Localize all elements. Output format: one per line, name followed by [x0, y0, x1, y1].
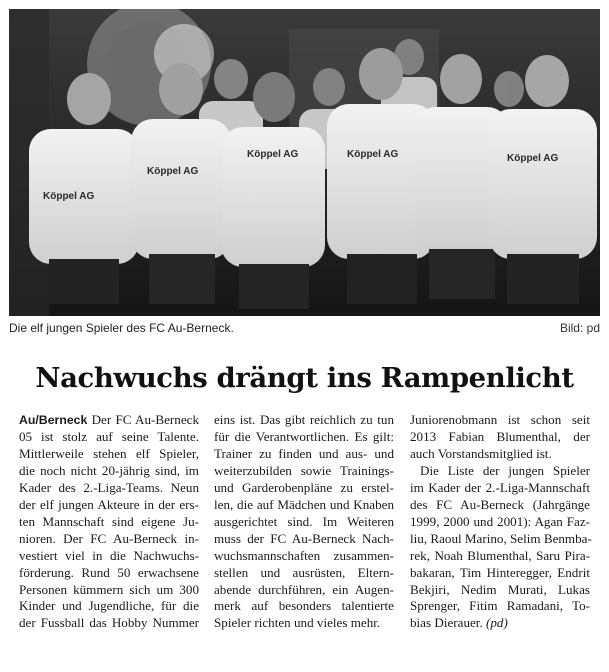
article-column-1: [19, 412, 199, 632]
text-line: bias Dierauer. (pd): [410, 615, 508, 631]
text-line: Kinder und Jugendliche, für die: [19, 598, 199, 614]
text-line: im Kader der 2.-Liga-Mannschaft: [410, 479, 590, 495]
text-line: Sprenger, Fitim Ramadani, To-: [410, 598, 590, 614]
shirt-sponsor-1: Köppel AG: [43, 191, 95, 202]
text-line: abende durchführen, ein Augen-: [214, 581, 394, 597]
text-line: ausgerichtet sind. Im Weiteren: [214, 513, 394, 529]
team-photo-graphic: [9, 9, 600, 316]
photo-caption: Die elf jungen Spieler des FC Au-Berneck.: [9, 321, 234, 335]
text-line: für die Verantwortlichen. Es gilt:: [214, 428, 394, 444]
text-line: liu, Raoul Marino, Selim Benmba-: [410, 530, 592, 546]
text-line: auch Vorstandsmitglied ist.: [410, 445, 552, 461]
text-line: 1999, 2000 und 2001): Agan Faz-: [410, 513, 590, 529]
text-line: Mittlerweile stehen elf Spieler,: [19, 445, 199, 461]
text-line: rek, Noah Blumenthal, Saru Pira-: [410, 547, 590, 563]
shirt-sponsor-2: Köppel AG: [147, 166, 199, 177]
article-signoff: (pd): [486, 615, 508, 631]
article-dateline: Au/Berneck: [19, 413, 88, 427]
text-line: 2013 Fabian Blumenthal, der: [410, 428, 590, 444]
text-line: 05 ist stolz auf seine Talente.: [19, 428, 199, 444]
text-line: Personen kümmern sich um 300: [19, 581, 199, 597]
text-line: der elf jungen Akteure in der ers-: [19, 496, 199, 512]
text-line: muss der FC Au-Berneck Nach-: [214, 530, 394, 546]
text-line: eins ist. Das gibt reichlich zu tun: [214, 412, 394, 427]
text-line: weiterzubilden sowie Trainings-: [214, 462, 394, 478]
shirt-sponsor-5: Köppel AG: [507, 153, 559, 164]
text-line: Kader des 2.-Liga-Teams. Neun: [19, 479, 199, 495]
text-line: Trainer zu finden und aus- und: [214, 445, 394, 461]
article-column-3: [410, 412, 590, 632]
text-line: des FC Au-Berneck (Jahrgänge: [410, 496, 590, 512]
text-line: Au/Berneck Der FC Au-Berneck: [19, 412, 199, 427]
shirt-sponsor-3: Köppel AG: [247, 149, 299, 160]
text-line: Spieler richten und vieles mehr.: [214, 615, 381, 631]
photo-credit: Bild: pd: [559, 321, 600, 335]
photo-caption-row: [9, 321, 600, 337]
text-line: förderung. Rund 50 erwachsene: [19, 564, 199, 580]
text-line: stellen und ausrüsten, Eltern-: [214, 564, 394, 580]
text-line: merk auf besonders talentierte: [214, 598, 394, 614]
text-line: vestiert viel in die Nachwuchs-: [19, 547, 199, 563]
text-line: nioren. Der FC Au-Berneck in-: [19, 530, 199, 546]
text-line: die noch nicht 20-jährig sind, im: [19, 462, 199, 478]
text-line: Die Liste der jungen Spieler: [420, 462, 590, 478]
text-line: der Fussball das Hobby Nummer: [19, 615, 199, 631]
article-headline: Nachwuchs drängt ins Rampenlicht: [35, 362, 574, 394]
text-line: len, die auf Mädchen und Knaben: [214, 496, 394, 512]
text-line: bakaran, Tim Hinteregger, Endrit: [410, 564, 590, 580]
text-line: und Garderobenpläne zu erstel-: [214, 479, 394, 495]
text-line: ten Mannschaft sind eigene Ju-: [19, 513, 199, 529]
text-line: wuchsmannschaften zusammen-: [214, 547, 394, 563]
text-line: Juniorenobmann ist schon seit: [410, 412, 590, 427]
team-photo: [9, 9, 600, 316]
shirt-sponsor-4: Köppel AG: [347, 149, 399, 160]
article-column-2: [214, 412, 394, 632]
text-line: Bekjiri, Nedim Murati, Lukas: [410, 581, 590, 597]
